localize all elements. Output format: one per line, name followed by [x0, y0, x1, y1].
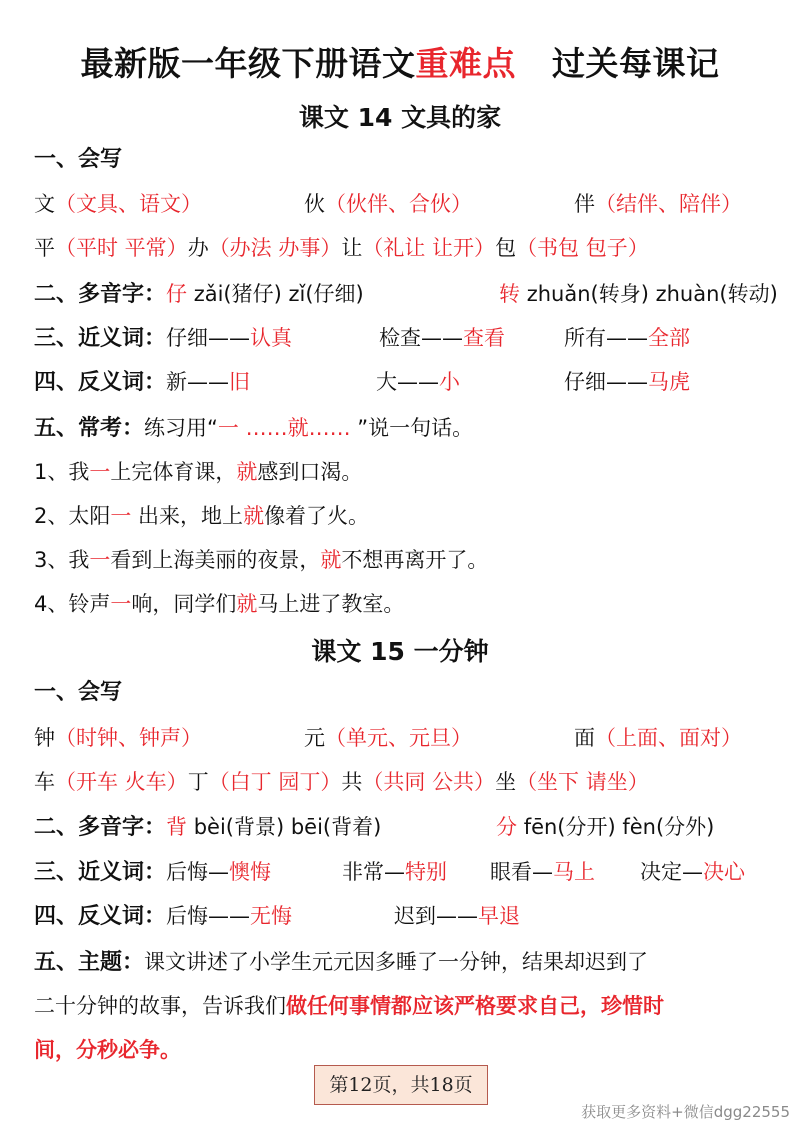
dash: — [384, 860, 405, 884]
text: 3、我 [34, 548, 90, 572]
l14-exam [34, 410, 774, 446]
char: 坐 [495, 770, 517, 794]
dash: —— [436, 904, 478, 928]
readings: zhuǎn(转身) zhuàn(转动) [526, 282, 778, 306]
text: 看到上海美丽的夜景， [110, 548, 321, 572]
char: 办 [187, 236, 209, 260]
l15-polyphone [34, 809, 774, 845]
word: 后悔 [166, 904, 209, 928]
keyword: 就 [236, 460, 258, 484]
example-sentence [34, 498, 774, 534]
theme-text: 二十分钟的故事，告诉我们 [34, 994, 286, 1018]
words: （上面、面对） [595, 726, 742, 750]
antonyms-label: 四、反义词： [34, 370, 167, 395]
words: （白丁 园丁） [208, 770, 342, 794]
match: 认真 [250, 326, 293, 350]
polyphone-label: 二、多音字： [34, 815, 167, 840]
match: 查看 [463, 326, 505, 350]
word: 大 [376, 370, 397, 394]
char: 丁 [187, 770, 209, 794]
word: 迟到 [394, 904, 436, 928]
dash: —— [208, 326, 251, 350]
page-indicator: 第12页，共18页 [314, 1065, 488, 1105]
dash: —— [606, 370, 648, 394]
page-title [0, 38, 800, 85]
word: 仔细 [564, 370, 606, 394]
l15-write-heading: 一、会写 [34, 680, 123, 705]
readings: zǎi(猪仔) zǐ(仔细) [193, 282, 364, 306]
title-part1: 最新版一年级下册语文 [80, 44, 416, 83]
text: 4、铃声 [34, 592, 111, 616]
word: 后悔 [166, 860, 209, 884]
exam-label: 五、常考： [34, 416, 145, 441]
char: 分 [496, 815, 517, 839]
word: 仔细 [166, 326, 209, 350]
dash: — [532, 860, 553, 884]
char: 钟 [34, 726, 55, 750]
match: 马上 [553, 860, 595, 884]
l15-write-row2 [34, 764, 774, 800]
match: 懊悔 [229, 860, 272, 884]
dash: —— [421, 326, 463, 350]
match: 全部 [648, 326, 690, 350]
synonyms-label: 三、近义词： [34, 860, 167, 885]
text: 1、我 [34, 460, 90, 484]
l15-write-row1 [34, 720, 774, 756]
lesson15-title: 课文 15 一分钟 [311, 637, 489, 666]
char: 包 [495, 236, 517, 260]
readings: bèi(背景) bēi(背着) [193, 815, 382, 839]
l14-write-heading: 一、会写 [34, 147, 123, 172]
text: 上完体育课， [110, 460, 237, 484]
words: （书包 包子） [516, 236, 649, 260]
words: （开车 火车） [55, 770, 188, 794]
ellipsis: …… [308, 416, 358, 440]
word: 决定 [640, 860, 682, 884]
exam-prompt-post: ”说一句话。 [357, 416, 474, 440]
match: 马虎 [648, 370, 690, 394]
keyword: 就 [320, 548, 342, 572]
example-sentence [34, 586, 774, 622]
char: 文 [34, 192, 55, 216]
words: （办法 办事） [208, 236, 342, 260]
polyphone-label: 二、多音字： [34, 282, 167, 307]
l14-antonyms [34, 364, 774, 400]
dash: —— [187, 370, 230, 394]
title-highlight: 重难点 [415, 44, 516, 83]
words: （文具、语文） [55, 192, 202, 216]
dash: —— [606, 326, 648, 350]
exam-prompt-pre: 练习用“ [144, 416, 218, 440]
dash: — [208, 860, 230, 884]
words: （单元、元旦） [325, 726, 472, 750]
words: （礼让 让开） [362, 236, 496, 260]
text: 不想再离开了。 [341, 548, 489, 572]
l15-theme-line3 [34, 1032, 774, 1068]
text: 马上进了教室。 [257, 592, 405, 616]
match: 无悔 [250, 904, 293, 928]
keyword: 就 [236, 592, 258, 616]
dash: —— [208, 904, 251, 928]
l14-write-row2 [34, 230, 774, 266]
text: 感到口渴。 [257, 460, 363, 484]
words: （伙伴、合伙） [325, 192, 472, 216]
synonyms-label: 三、近义词： [34, 326, 167, 351]
example-sentence [34, 542, 774, 578]
keyword: 一 [89, 548, 111, 572]
words: （坐下 请坐） [516, 770, 649, 794]
char: 伴 [574, 192, 595, 216]
l15-theme-line2 [34, 988, 774, 1024]
match: 早退 [478, 904, 520, 928]
keyword: 就 [287, 416, 309, 440]
keyword: 就 [243, 504, 265, 528]
char: 转 [499, 282, 520, 306]
watermark: 获取更多资料+微信dgg22555 [581, 1103, 790, 1121]
word: 检查 [379, 326, 421, 350]
words: （结伴、陪伴） [595, 192, 742, 216]
theme-text: 课文讲述了小学生元元因多睡了一分钟，结果却迟到了 [144, 950, 649, 974]
theme-label: 五、主题： [34, 950, 145, 975]
l14-write-row1 [34, 186, 774, 222]
keyword: 一 [217, 416, 239, 440]
word: 眼看 [490, 860, 532, 884]
text: 像着了火。 [264, 504, 370, 528]
text: 出来，地上 [131, 504, 244, 528]
text: 2、太阳 [34, 504, 111, 528]
l15-antonyms [34, 898, 774, 934]
char: 让 [341, 236, 363, 260]
keyword: 一 [110, 592, 132, 616]
char: 共 [341, 770, 363, 794]
char: 仔 [166, 282, 188, 306]
char: 伙 [304, 192, 325, 216]
match: 旧 [229, 370, 251, 394]
match: 特别 [405, 860, 447, 884]
match: 决心 [703, 860, 745, 884]
readings: fēn(分开) fèn(分外) [523, 815, 715, 839]
l15-theme-line1 [34, 944, 774, 980]
match: 小 [439, 370, 460, 394]
char: 面 [574, 726, 595, 750]
title-part3: 过关每课记 [552, 44, 720, 83]
char: 背 [166, 815, 188, 839]
l14-synonyms [34, 320, 774, 356]
keyword: 一 [89, 460, 111, 484]
l15-synonyms [34, 854, 774, 890]
words: （共同 公共） [362, 770, 496, 794]
char: 车 [34, 770, 55, 794]
text: 响，同学们 [131, 592, 237, 616]
theme-highlight: 做任何事情都应该严格要求自己，珍惜时 [286, 994, 664, 1018]
word: 新 [166, 370, 188, 394]
lesson14-title: 课文 14 文具的家 [298, 103, 502, 132]
l14-polyphone [34, 276, 778, 312]
word: 非常 [342, 860, 384, 884]
char: 元 [304, 726, 325, 750]
keyword: 一 [110, 504, 132, 528]
theme-highlight: 间，分秒必争。 [34, 1038, 181, 1062]
dash: —— [397, 370, 439, 394]
words: （平时 平常） [55, 236, 188, 260]
dash: — [682, 860, 703, 884]
words: （时钟、钟声） [55, 726, 202, 750]
ellipsis: …… [238, 416, 288, 440]
word: 所有 [564, 326, 606, 350]
char: 平 [34, 236, 55, 260]
example-sentence [34, 454, 774, 490]
antonyms-label: 四、反义词： [34, 904, 167, 929]
